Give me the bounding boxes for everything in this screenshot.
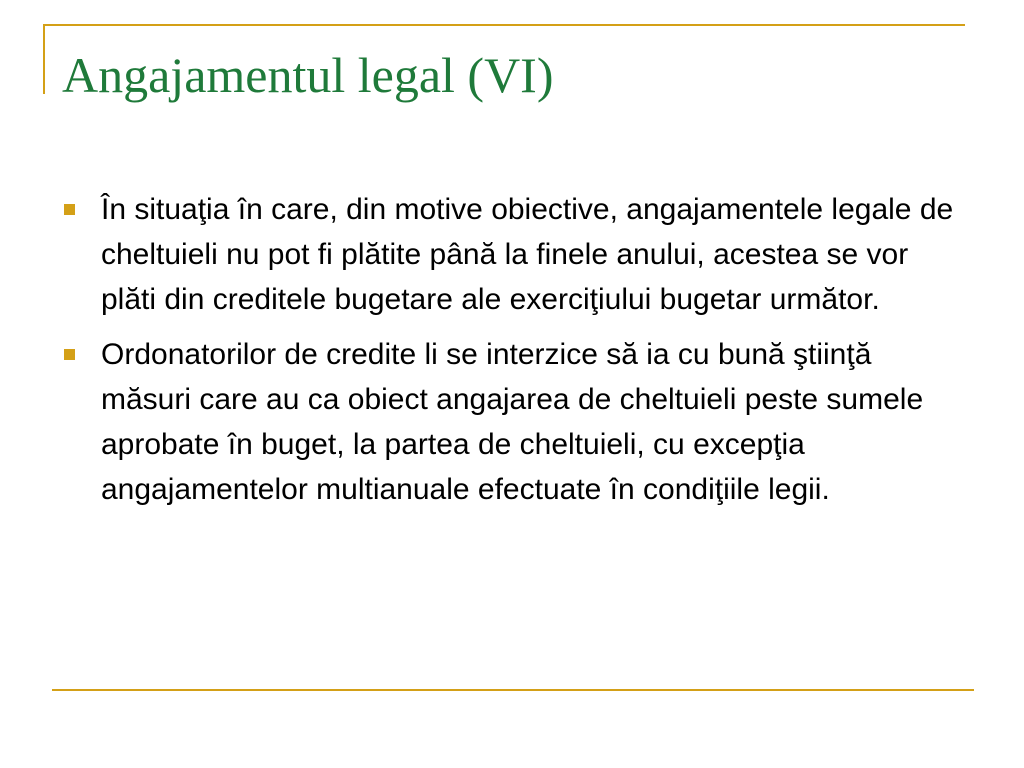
bullet-list (62, 187, 962, 522)
bullet-text: În situaţia în care, din motive obiective, angajamentele legale de cheltuieli nu pot fi plătite până la finele anului, acestea se vor plăti din creditele bugetare ale exerciţiului bugetar următor. (101, 193, 954, 316)
frame-left-line (43, 24, 45, 94)
square-bullet-icon (64, 349, 75, 360)
bullet-item (62, 187, 962, 322)
bottom-divider (52, 689, 974, 691)
slide-title: Angajamentul legal (VI) (62, 47, 554, 103)
square-bullet-icon (64, 204, 75, 215)
bullet-item (62, 332, 962, 512)
frame-top-line (43, 24, 965, 26)
bullet-text: Ordonatorilor de credite li se interzice să ia cu bună ştiinţă măsuri care au ca obiect angajarea de cheltuieli peste sumele aprobate în buget, la partea de cheltuieli, cu excepţia angajamentelor multianuale efectuate în condiţiile legii. (101, 338, 924, 506)
